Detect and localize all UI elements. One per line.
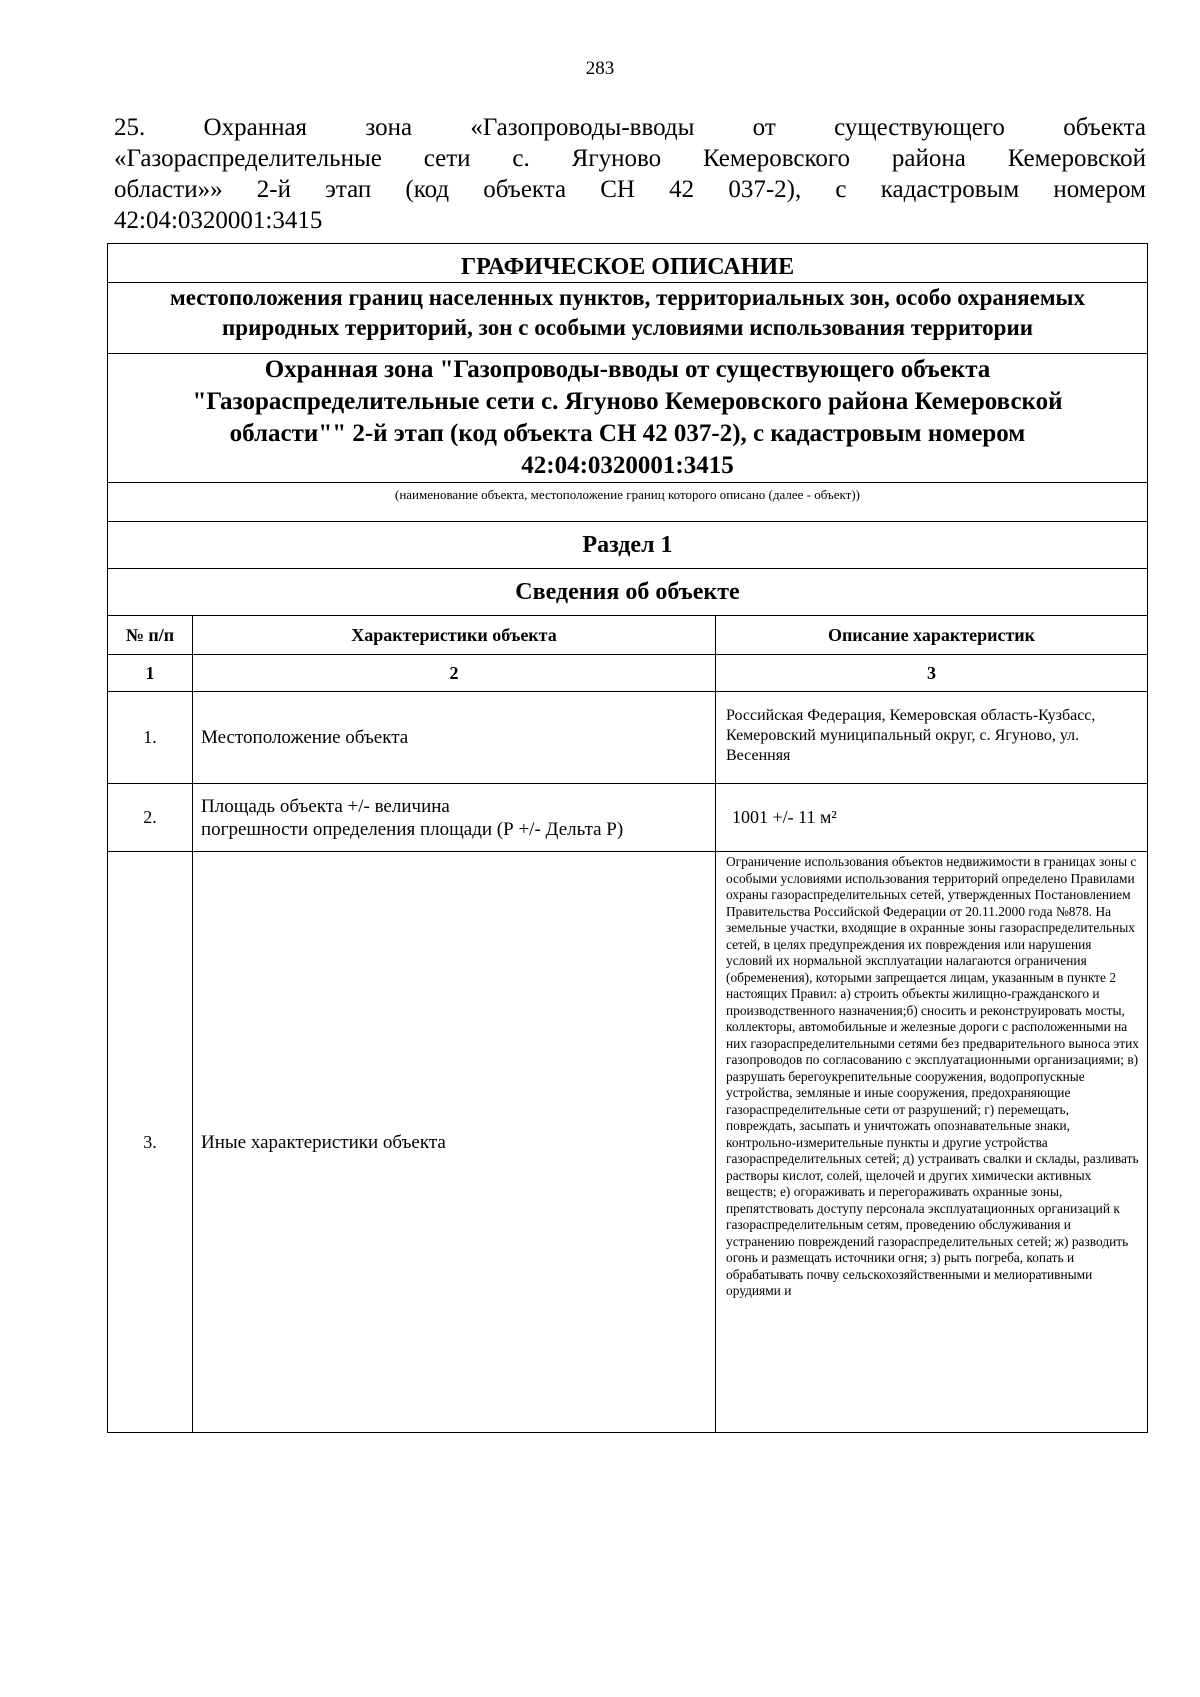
object-name-line: 42:04:0320001:3415	[521, 452, 734, 479]
object-name-line: Охранная зона "Газопроводы-вводы от существующего объекта	[264, 356, 991, 383]
column-header-description: Описание характеристик	[716, 616, 1148, 655]
document-subtitle: местоположения границ населенных пунктов, территориальных зон, особо охраняемых природных территорий, зон с особыми условиями использования территории	[170, 285, 1085, 340]
section-title: Раздел 1	[108, 522, 1148, 569]
row-number: 1.	[108, 692, 193, 784]
document-title-cell	[108, 244, 1148, 283]
description-table	[107, 243, 1148, 1433]
row-description: Ограничение использования объектов недвижимости в границах зоны с особыми условиями использования территорий определено Правилами охраны газораспределительных сетей, утвержденных Постановлением Правительства Российской Федерации от 20.11.2000 года №878. На земельные участки, входящие в охранные зоны газораспределительных сетей, в целях предупреждения их повреждения или нарушения условий их нормальной эксплуатации налагаются ограничения (обременения), которыми запрещается лицам, указанным в пункте 2 настоящих Правил: а) строить объекты жилищно-гражданского и производственного назначения;б) сносить и реконструировать мосты, коллекторы, автомобильные и железные дороги с расположенными на них газораспределительными сетями без предварительного выноса этих газопроводов по согласованию с эксплуатационными организациями; в) разрушать берегоукрепительные сооружения, водопропускные устройства, земляные и иные сооружения, предохраняющие газораспределительные сети от разрушений; г) перемещать, повреждать, засыпать и уничтожать опознавательные знаки, контрольно-измерительные пункты и другие устройства газораспределительных сетей; д) устраивать свалки и склады, разливать растворы кислот, солей, щелочей и других химически активных веществ; е) огораживать и перегораживать охранные зоны, препятствовать доступу персонала эксплуатационных организаций к газораспределительным сетям, проведению обслуживания и устранению повреждений газораспределительных сетей; ж) разводить огонь и размещать источники огня; з) рыть погреба, копать и обрабатывать почву сельскохозяйственными и мелиоративными орудиями и	[726, 854, 1139, 1298]
column-header-characteristic: Характеристики объекта	[193, 616, 716, 655]
object-name-line: области"" 2-й этап (код объекта СН 42 037-2), с кадастровым номером	[229, 420, 1026, 447]
table-row	[108, 852, 1148, 1433]
row-description: Российская Федерация, Кемеровская область-Кузбасс, Кемеровский муниципальный округ, с. Ягуново, ул. Весенняя	[716, 692, 1148, 784]
intro-line: области»» 2-й этап (код объекта СН 42 037-2), с кадастровым номером	[114, 176, 1146, 203]
table-row	[108, 692, 1148, 784]
table-row	[108, 784, 1148, 852]
section-subtitle: Сведения об объекте	[108, 569, 1148, 616]
page-number: 283	[585, 58, 615, 79]
row-characteristic	[193, 784, 716, 852]
object-name-cell	[108, 354, 1148, 483]
document-subtitle-cell	[108, 283, 1148, 354]
object-name-note: (наименование объекта, местоположение границ которого описано (далее - объект))	[108, 483, 1148, 522]
row-description-cell	[716, 852, 1148, 1433]
row-number: 3.	[108, 852, 193, 1433]
intro-line: 42:04:0320001:3415	[114, 207, 323, 234]
row-characteristic-line: погрешности определения площади (Р +/- Дельта Р)	[201, 818, 624, 840]
intro-line: «Газораспределительные сети с. Ягуново Кемеровского района Кемеровской	[114, 145, 1146, 172]
column-number-3: 3	[716, 655, 1148, 692]
column-header-number: № п/п	[108, 616, 193, 655]
row-description: 1001 +/- 11 м²	[716, 784, 1148, 852]
intro-paragraph	[114, 112, 1146, 236]
document-title: ГРАФИЧЕСКОЕ ОПИСАНИЕ	[460, 254, 795, 280]
row-characteristic: Местоположение объекта	[193, 692, 716, 784]
object-name-line: "Газораспределительные сети с. Ягуново Кемеровского района Кемеровской	[192, 388, 1063, 415]
column-number-1: 1	[108, 655, 193, 692]
intro-line: 25. Охранная зона «Газопроводы-вводы от существующего объекта	[114, 114, 1146, 141]
row-characteristic-line: Площадь объекта +/- величина	[201, 795, 450, 817]
row-characteristic: Иные характеристики объекта	[193, 852, 716, 1433]
column-number-2: 2	[193, 655, 716, 692]
row-number: 2.	[108, 784, 193, 852]
